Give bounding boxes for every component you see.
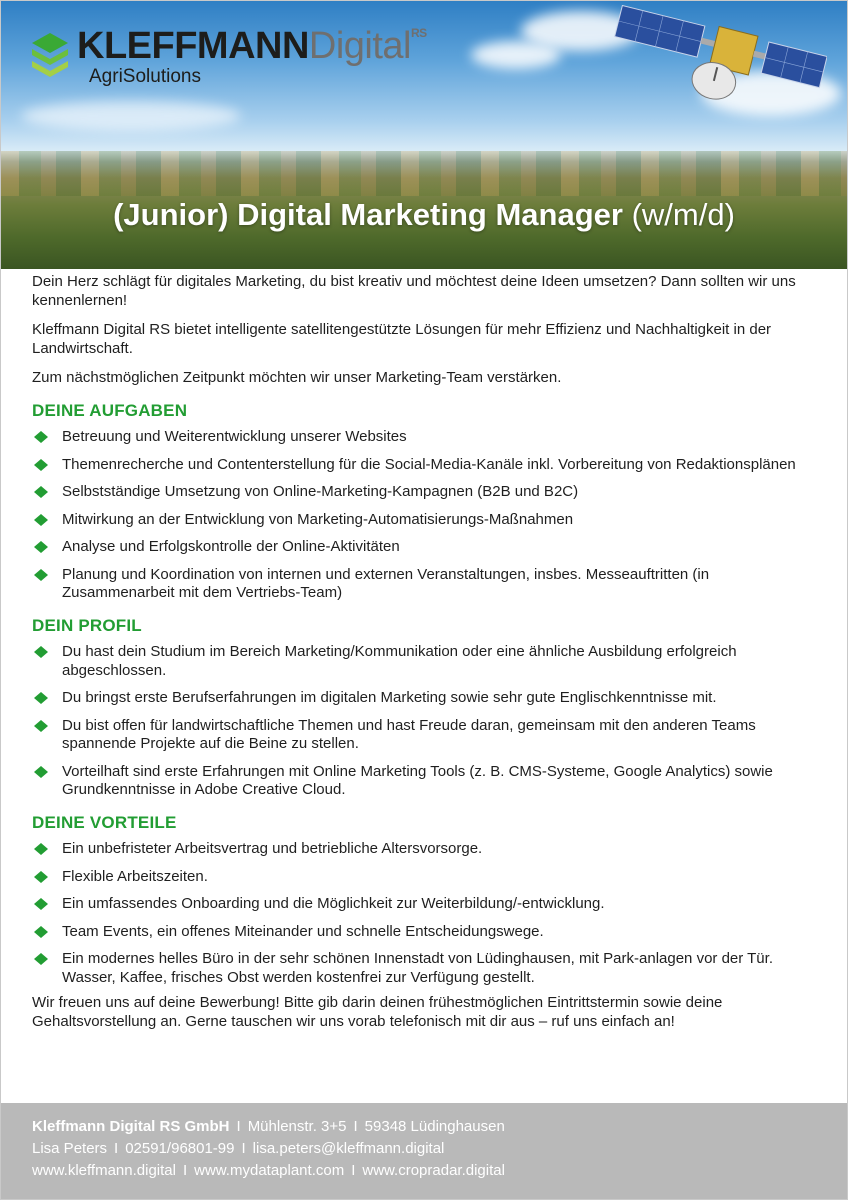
- green-diamond-icon: [34, 486, 48, 498]
- contact-name: Lisa Peters: [32, 1140, 108, 1157]
- page-title: [1, 197, 847, 233]
- list-item-text: Flexible Arbeitszeiten.: [62, 867, 208, 885]
- green-diamond-icon: [34, 843, 48, 855]
- job-title-suffix: (w/m/d): [631, 197, 735, 232]
- green-diamond-icon: [34, 692, 48, 704]
- list-item: [32, 566, 822, 603]
- list-item: [32, 643, 822, 680]
- list-item: [32, 689, 822, 708]
- green-diamond-icon: [34, 766, 48, 778]
- logo-rs-text: RS: [411, 26, 427, 40]
- green-diamond-icon: [34, 898, 48, 910]
- list-item: [32, 895, 822, 914]
- intro-text: [32, 273, 822, 388]
- logo-wordmark: [77, 27, 427, 65]
- footer-address-line: [32, 1116, 816, 1138]
- list-item-text: Planung und Koordination von internen und externen Veranstaltungen, insbes. Messeauftritten (in Zusammenarbeit mit dem Vertriebs-Team): [62, 565, 710, 601]
- list-item: [32, 950, 822, 987]
- farmland-fields: [1, 151, 847, 196]
- green-diamond-icon: [34, 541, 48, 553]
- intro-paragraph: Zum nächstmöglichen Zeitpunkt möchten wir unser Marketing-Team verstärken.: [32, 369, 562, 386]
- section-heading-profil: DEIN PROFIL: [32, 615, 142, 635]
- footer-contact: [1, 1103, 847, 1199]
- logo-digital-text: Digital: [308, 25, 412, 67]
- list-item: [32, 538, 822, 557]
- list-item: [32, 868, 822, 887]
- green-diamond-icon: [34, 926, 48, 938]
- list-item: [32, 717, 822, 754]
- green-diamond-icon: [34, 720, 48, 732]
- list-item-text: Ein modernes helles Büro in der sehr schönen Innenstadt von Lüdinghausen, mit Park-anlagen vor der Tür. Wasser, Kaffee, frisches Obst werden kostenfrei zur Verfügung gestellt.: [62, 950, 773, 986]
- closing-paragraph: Wir freuen uns auf deine Bewerbung! Bitte gib darin deinen frühestmöglichen Eintrittstermin sowie deine Gehaltsvorstellung an. Gerne tauschen wir uns vorab telefonisch mit dir aus – ruf uns einfach an!: [32, 994, 723, 1030]
- footer-contact-line: [32, 1138, 816, 1160]
- email-link[interactable]: lisa.peters@kleffmann.digital: [252, 1140, 445, 1157]
- list-item: [32, 483, 822, 502]
- list-item-text: Du hast dein Studium im Bereich Marketing/Kommunikation oder eine ähnliche Ausbildung erfolgreich abgeschlossen.: [62, 643, 737, 679]
- list-item: [32, 511, 822, 530]
- list-item: [32, 428, 822, 447]
- green-diamond-icon: [34, 871, 48, 883]
- header-hero-image: [1, 1, 847, 269]
- list-item-text: Du bist offen für landwirtschaftliche Themen und hast Freude daran, gemeinsam mit den anderen Teams spannende Projekte auf die Beine zu stellen.: [62, 716, 756, 752]
- separator: I: [353, 1118, 358, 1135]
- green-diamond-icon: [34, 431, 48, 443]
- city: 59348 Lüdinghausen: [364, 1118, 505, 1135]
- kleffmann-layers-logo-icon: [31, 31, 69, 79]
- list-item-text: Du bringst erste Berufserfahrungen im digitalen Marketing sowie sehr gute Englischkenntnisse mit.: [62, 689, 717, 706]
- satellite-icon: [607, 5, 827, 115]
- company-logo: [31, 27, 427, 86]
- list-item-text: Ein umfassendes Onboarding und die Möglichkeit zur Weiterbildung/-entwicklung.: [62, 895, 605, 912]
- green-diamond-icon: [34, 459, 48, 471]
- separator: I: [241, 1140, 246, 1157]
- green-diamond-icon: [34, 514, 48, 526]
- cloud: [21, 101, 241, 131]
- list-item-text: Selbstständige Umsetzung von Online-Marketing-Kampagnen (B2B und B2C): [62, 483, 579, 500]
- cloud: [471, 41, 561, 69]
- logo-brand-text: KLEFFMANN: [77, 25, 309, 67]
- logo-subtitle: AgriSolutions: [89, 66, 201, 87]
- list-item: [32, 840, 822, 859]
- footer-web-line: [32, 1160, 816, 1182]
- separator: I: [236, 1118, 241, 1135]
- list-item: [32, 456, 822, 475]
- green-diamond-icon: [34, 569, 48, 581]
- job-title: (Junior) Digital Marketing Manager: [113, 197, 623, 232]
- list-item-text: Mitwirkung an der Entwicklung von Marketing-Automatisierungs-Maßnahmen: [62, 510, 574, 528]
- list-item-text: Team Events, ein offenes Miteinander und schnelle Entscheidungswege.: [62, 922, 544, 940]
- separator: I: [114, 1140, 119, 1157]
- company-name: Kleffmann Digital RS GmbH: [32, 1118, 230, 1135]
- street-address: Mühlenstr. 3+5: [247, 1118, 347, 1135]
- intro-paragraph: Dein Herz schlägt für digitales Marketing, du bist kreativ und möchtest deine Ideen umsetzen? Dann sollten wir uns kennenlernen!: [32, 273, 796, 309]
- website-link-kleffmann[interactable]: www.kleffmann.digital: [32, 1162, 176, 1179]
- list-item: [32, 763, 822, 800]
- website-link-cropradar[interactable]: www.cropradar.digital: [362, 1162, 505, 1179]
- list-item-text: Betreuung und Weiterentwicklung unserer Websites: [62, 428, 407, 445]
- tasks-list: [32, 428, 822, 603]
- section-heading-aufgaben: DEINE AUFGABEN: [32, 400, 188, 420]
- list-item-text: Analyse und Erfolgskontrolle der Online-Aktivitäten: [62, 538, 400, 555]
- list-item-text: Themenrecherche und Contenterstellung für die Social-Media-Kanäle inkl. Vorbereitung von Redaktionsplänen: [62, 455, 796, 473]
- separator: I: [351, 1162, 356, 1179]
- job-description: [32, 273, 822, 1046]
- website-link-mydataplant[interactable]: www.mydataplant.com: [194, 1162, 345, 1179]
- green-diamond-icon: [34, 646, 48, 658]
- section-heading-vorteile: DEINE VORTEILE: [32, 812, 177, 832]
- benefits-list: [32, 840, 822, 987]
- phone-number[interactable]: 02591/96801-99: [125, 1140, 235, 1157]
- list-item-text: Vorteilhaft sind erste Erfahrungen mit Online Marketing Tools (z. B. CMS-Systeme, Google Analytics) sowie Grundkenntnisse in Adobe Creative Cloud.: [62, 762, 773, 798]
- separator: I: [182, 1162, 188, 1179]
- green-diamond-icon: [34, 953, 48, 965]
- list-item-text: Ein unbefristeter Arbeitsvertrag und betriebliche Altersvorsorge.: [62, 840, 483, 857]
- profile-list: [32, 643, 822, 800]
- intro-paragraph: Kleffmann Digital RS bietet intelligente satellitengestützte Lösungen für mehr Effizienz und Nachhaltigkeit in der Landwirtschaft.: [32, 321, 772, 357]
- list-item: [32, 923, 822, 942]
